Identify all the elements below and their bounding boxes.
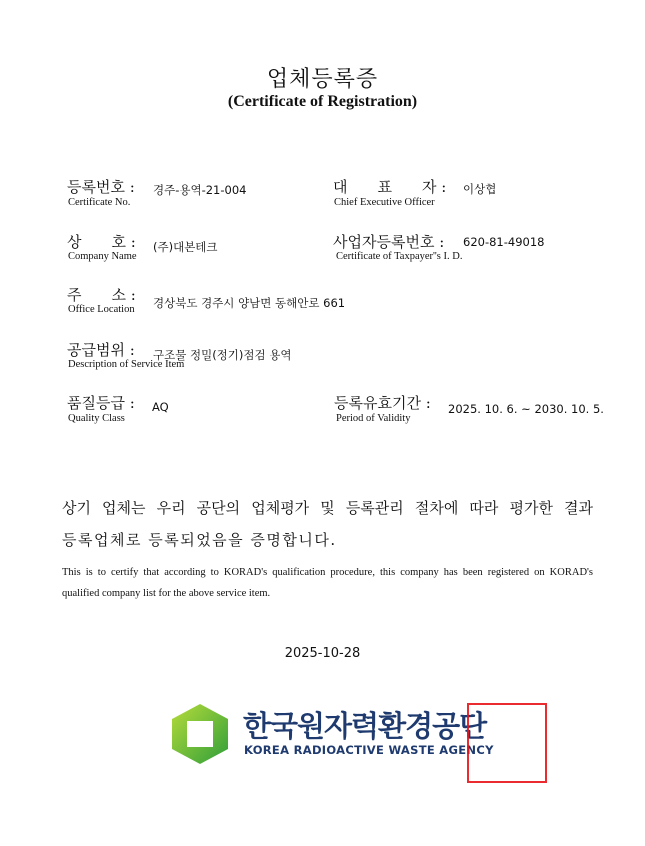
scope-label: 공급범위 : [67, 341, 135, 359]
address-label: 주 소 : [67, 286, 136, 304]
document-title: 업체등록증 [266, 67, 379, 92]
scope-label-en: Description of Service Item [68, 359, 185, 370]
cert-no-value: 경주-용역-21-004 [153, 183, 247, 197]
cert-no-label: 등록번호 : [67, 178, 135, 196]
validity-label: 등록유효기간 : [334, 394, 431, 412]
ceo-label-en: Chief Executive Officer [334, 197, 435, 208]
address-value: 경상북도 경주시 양남면 동해안로 661 [153, 296, 346, 310]
official-seal [467, 703, 547, 783]
document-subtitle: (Certificate of Registration) [227, 93, 418, 110]
taxpayer-label-en: Certificate of Taxpayer''s I. D. [336, 251, 463, 262]
quality-label-en: Quality Class [68, 413, 125, 424]
company-value: (주)대본테크 [153, 240, 218, 254]
issuer-name-ko: 한국원자력환경공단 [243, 709, 487, 743]
issue-date: 2025-10-28 [284, 646, 361, 661]
scope-value: 구조물 정밀(정기)점검 용역 [153, 348, 292, 362]
ceo-label: 대 표 자 : [333, 178, 447, 196]
taxpayer-value: 620-81-49018 [463, 235, 545, 249]
address-label-en: Office Location [68, 304, 135, 315]
issuer-name-en: KOREA RADIOACTIVE WASTE AGENCY [244, 743, 494, 757]
company-label-en: Company Name [68, 251, 137, 262]
statement-ko-line1: 상기 업체는 우리 공단의 업체평가 및 등록관리 절차에 따라 평가한 결과 [62, 499, 593, 517]
cert-no-label-en: Certificate No. [68, 197, 131, 208]
validity-value: 2025. 10. 6. ~ 2030. 10. 5. [448, 402, 604, 416]
ceo-value: 이상협 [463, 182, 497, 196]
korad-logo-icon [170, 703, 230, 765]
quality-label: 품질등급 : [67, 394, 135, 412]
taxpayer-label: 사업자등록번호 : [333, 233, 445, 251]
quality-value: AQ [152, 400, 169, 414]
company-label: 상 호 : [67, 233, 136, 251]
statement-en: This is to certify that according to KORAD's qualification procedure, this company has been registered on KORAD's qualified company list for the above service item. [62, 567, 593, 599]
statement-ko-line2: 등록업체로 등록되었음을 증명합니다. [62, 531, 337, 549]
validity-label-en: Period of Validity [336, 413, 411, 424]
